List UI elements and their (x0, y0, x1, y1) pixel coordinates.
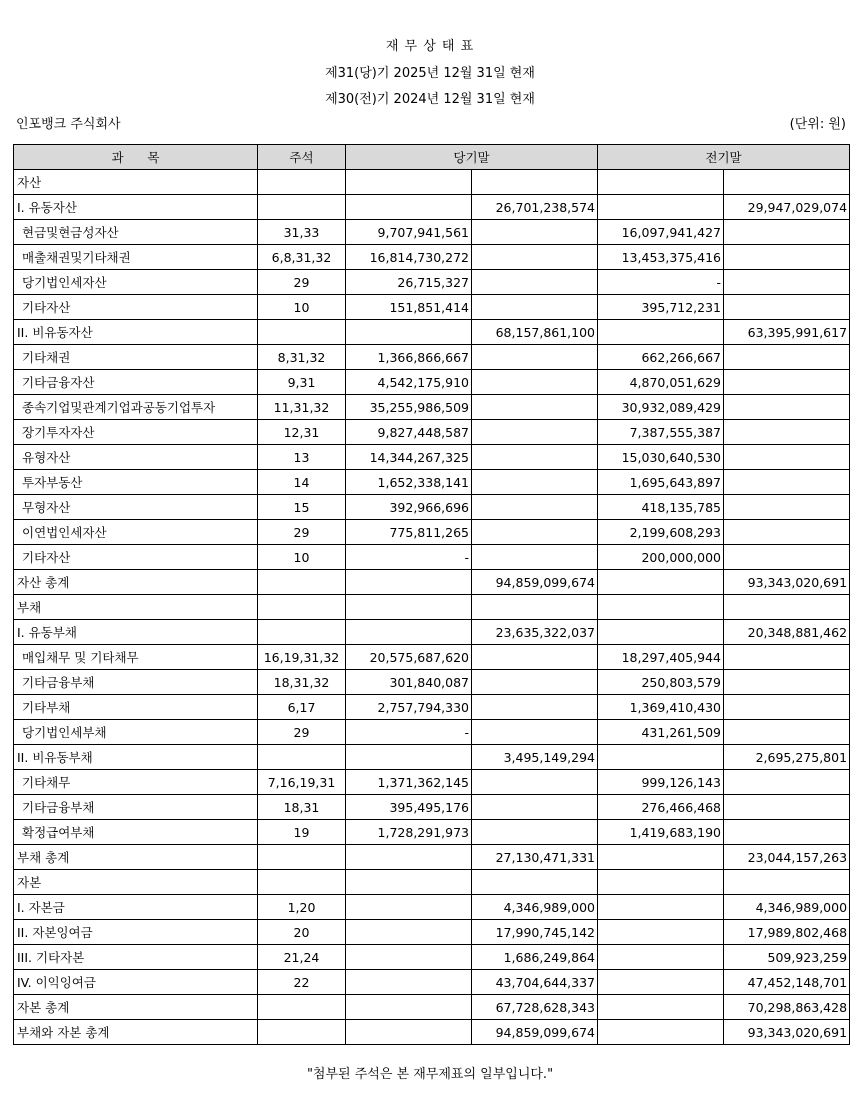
row-note-cell: 22 (258, 970, 346, 995)
row-current-total-cell: 3,495,149,294 (472, 745, 598, 770)
table-row (14, 245, 850, 270)
row-current-total-cell (472, 795, 598, 820)
row-note-cell: 14 (258, 470, 346, 495)
row-prior-total-cell (724, 470, 850, 495)
row-prior-total-cell (724, 495, 850, 520)
row-prior-detail-cell (598, 945, 724, 970)
table-row (14, 770, 850, 795)
row-prior-detail-cell: 1,695,643,897 (598, 470, 724, 495)
row-prior-total-cell (724, 545, 850, 570)
row-prior-total-cell (724, 595, 850, 620)
row-prior-total-cell (724, 870, 850, 895)
row-prior-detail-cell (598, 195, 724, 220)
row-note-cell: 11,31,32 (258, 395, 346, 420)
row-note-cell: 6,8,31,32 (258, 245, 346, 270)
table-row (14, 445, 850, 470)
row-current-total-cell: 1,686,249,864 (472, 945, 598, 970)
row-prior-detail-cell (598, 620, 724, 645)
table-row (14, 995, 850, 1020)
row-current-detail-cell: 151,851,414 (346, 295, 472, 320)
row-note-cell: 8,31,32 (258, 345, 346, 370)
table-row (14, 570, 850, 595)
row-note-cell: 29 (258, 270, 346, 295)
row-prior-total-cell (724, 345, 850, 370)
row-account-cell: 확정급여부채 (14, 820, 258, 845)
row-current-detail-cell: 1,652,338,141 (346, 470, 472, 495)
row-account-cell: 투자부동산 (14, 470, 258, 495)
row-prior-total-cell: 29,947,029,074 (724, 195, 850, 220)
row-prior-detail-cell: 999,126,143 (598, 770, 724, 795)
row-current-detail-cell (346, 745, 472, 770)
table-row (14, 670, 850, 695)
row-prior-total-cell (724, 770, 850, 795)
row-current-total-cell (472, 545, 598, 570)
table-row (14, 695, 850, 720)
row-account-cell: 유형자산 (14, 445, 258, 470)
period-current: 제31(당)기 2025년 12월 31일 현재 (325, 66, 535, 81)
row-account-cell: 무형자산 (14, 495, 258, 520)
row-note-cell (258, 1020, 346, 1045)
row-account-cell: 당기법인세부채 (14, 720, 258, 745)
row-current-detail-cell (346, 1020, 472, 1045)
row-prior-total-cell: 509,923,259 (724, 945, 850, 970)
row-prior-total-cell: 2,695,275,801 (724, 745, 850, 770)
row-account-cell: 기타금융자산 (14, 370, 258, 395)
row-current-total-cell (472, 670, 598, 695)
row-note-cell: 18,31 (258, 795, 346, 820)
table-row (14, 320, 850, 345)
row-account-cell: 매출채권및기타채권 (14, 245, 258, 270)
row-current-detail-cell (346, 970, 472, 995)
header-prior: 전기말 (598, 145, 850, 170)
row-prior-total-cell (724, 645, 850, 670)
row-prior-detail-cell (598, 1020, 724, 1045)
row-current-detail-cell (346, 320, 472, 345)
row-prior-total-cell (724, 370, 850, 395)
row-current-detail-cell (346, 620, 472, 645)
row-current-detail-cell: 14,344,267,325 (346, 445, 472, 470)
row-current-total-cell (472, 695, 598, 720)
row-prior-detail-cell: 1,369,410,430 (598, 695, 724, 720)
row-prior-total-cell (724, 245, 850, 270)
row-prior-detail-cell (598, 320, 724, 345)
row-current-total-cell (472, 395, 598, 420)
row-prior-detail-cell (598, 170, 724, 195)
table-row (14, 895, 850, 920)
row-note-cell: 15 (258, 495, 346, 520)
row-account-cell: 기타부채 (14, 695, 258, 720)
row-prior-detail-cell: 2,199,608,293 (598, 520, 724, 545)
table-row (14, 745, 850, 770)
row-account-cell: IV. 이익잉여금 (14, 970, 258, 995)
row-prior-detail-cell (598, 895, 724, 920)
row-note-cell: 1,20 (258, 895, 346, 920)
table-row (14, 845, 850, 870)
row-note-cell: 31,33 (258, 220, 346, 245)
table-row (14, 345, 850, 370)
table-row (14, 420, 850, 445)
row-note-cell (258, 745, 346, 770)
row-current-total-cell: 23,635,322,037 (472, 620, 598, 645)
row-prior-detail-cell: 662,266,667 (598, 345, 724, 370)
statement-title: 재 무 상 태 표 (385, 39, 475, 54)
table-row (14, 195, 850, 220)
row-account-cell: I. 유동자산 (14, 195, 258, 220)
row-account-cell: 자산 (14, 170, 258, 195)
row-current-detail-cell: 301,840,087 (346, 670, 472, 695)
table-row (14, 620, 850, 645)
row-note-cell (258, 170, 346, 195)
row-prior-detail-cell (598, 595, 724, 620)
row-prior-detail-cell: 18,297,405,944 (598, 645, 724, 670)
row-prior-detail-cell (598, 995, 724, 1020)
row-prior-detail-cell: 200,000,000 (598, 545, 724, 570)
row-current-detail-cell: 16,814,730,272 (346, 245, 472, 270)
row-current-detail-cell (346, 170, 472, 195)
row-note-cell: 12,31 (258, 420, 346, 445)
row-note-cell (258, 595, 346, 620)
table-row (14, 395, 850, 420)
row-prior-total-cell (724, 795, 850, 820)
row-prior-total-cell (724, 720, 850, 745)
table-row (14, 220, 850, 245)
header-account: 과 목 (14, 145, 258, 170)
table-row (14, 595, 850, 620)
row-prior-total-cell (724, 220, 850, 245)
row-note-cell: 9,31 (258, 370, 346, 395)
row-current-detail-cell (346, 845, 472, 870)
row-note-cell: 13 (258, 445, 346, 470)
row-current-detail-cell: 9,707,941,561 (346, 220, 472, 245)
row-current-total-cell (472, 220, 598, 245)
row-prior-total-cell: 20,348,881,462 (724, 620, 850, 645)
table-row (14, 495, 850, 520)
row-current-detail-cell (346, 945, 472, 970)
row-prior-detail-cell: 418,135,785 (598, 495, 724, 520)
table-row (14, 545, 850, 570)
row-current-total-cell: 43,704,644,337 (472, 970, 598, 995)
row-prior-detail-cell (598, 970, 724, 995)
row-current-detail-cell: 26,715,327 (346, 270, 472, 295)
row-current-total-cell (472, 470, 598, 495)
row-account-cell: 매입채무 및 기타채무 (14, 645, 258, 670)
row-current-detail-cell: 1,371,362,145 (346, 770, 472, 795)
row-note-cell (258, 620, 346, 645)
row-current-detail-cell: - (346, 545, 472, 570)
row-current-total-cell: 26,701,238,574 (472, 195, 598, 220)
row-account-cell: 당기법인세자산 (14, 270, 258, 295)
table-row (14, 645, 850, 670)
row-note-cell: 21,24 (258, 945, 346, 970)
row-current-total-cell (472, 245, 598, 270)
row-prior-total-cell: 70,298,863,428 (724, 995, 850, 1020)
table-row (14, 970, 850, 995)
row-prior-detail-cell: 1,419,683,190 (598, 820, 724, 845)
table-row (14, 795, 850, 820)
row-current-detail-cell: 1,366,866,667 (346, 345, 472, 370)
table-row (14, 370, 850, 395)
row-note-cell (258, 320, 346, 345)
row-account-cell: II. 비유동자산 (14, 320, 258, 345)
row-prior-detail-cell: 395,712,231 (598, 295, 724, 320)
row-current-detail-cell (346, 195, 472, 220)
row-account-cell: 이연법인세자산 (14, 520, 258, 545)
table-row (14, 870, 850, 895)
row-account-cell: 기타금융부채 (14, 795, 258, 820)
row-note-cell: 7,16,19,31 (258, 770, 346, 795)
row-note-cell: 20 (258, 920, 346, 945)
row-note-cell (258, 870, 346, 895)
row-note-cell: 29 (258, 720, 346, 745)
row-prior-total-cell (724, 270, 850, 295)
row-note-cell: 19 (258, 820, 346, 845)
row-current-total-cell (472, 370, 598, 395)
row-prior-total-cell: 93,343,020,691 (724, 570, 850, 595)
row-current-total-cell (472, 720, 598, 745)
row-current-detail-cell: 2,757,794,330 (346, 695, 472, 720)
row-prior-detail-cell: 250,803,579 (598, 670, 724, 695)
row-current-detail-cell: - (346, 720, 472, 745)
financial-position-table (13, 144, 850, 1045)
row-current-total-cell: 67,728,628,343 (472, 995, 598, 1020)
table-row (14, 720, 850, 745)
row-current-total-cell: 27,130,471,331 (472, 845, 598, 870)
row-prior-detail-cell: 431,261,509 (598, 720, 724, 745)
row-current-detail-cell: 9,827,448,587 (346, 420, 472, 445)
row-note-cell (258, 995, 346, 1020)
row-current-total-cell: 94,859,099,674 (472, 570, 598, 595)
row-current-total-cell: 17,990,745,142 (472, 920, 598, 945)
row-current-total-cell (472, 820, 598, 845)
row-note-cell: 6,17 (258, 695, 346, 720)
row-note-cell: 16,19,31,32 (258, 645, 346, 670)
row-current-total-cell (472, 770, 598, 795)
row-current-total-cell (472, 420, 598, 445)
row-prior-total-cell (724, 670, 850, 695)
row-prior-total-cell: 4,346,989,000 (724, 895, 850, 920)
row-note-cell: 10 (258, 545, 346, 570)
row-current-total-cell: 68,157,861,100 (472, 320, 598, 345)
row-prior-total-cell (724, 445, 850, 470)
row-account-cell: 부채와 자본 총계 (14, 1020, 258, 1045)
row-current-total-cell (472, 345, 598, 370)
table-row (14, 945, 850, 970)
row-current-detail-cell: 35,255,986,509 (346, 395, 472, 420)
header-note: 주석 (258, 145, 346, 170)
table-row (14, 470, 850, 495)
header-current: 당기말 (346, 145, 598, 170)
row-prior-detail-cell (598, 570, 724, 595)
row-prior-total-cell (724, 295, 850, 320)
row-note-cell (258, 845, 346, 870)
row-account-cell: 기타금융부채 (14, 670, 258, 695)
row-prior-detail-cell (598, 920, 724, 945)
row-current-detail-cell (346, 870, 472, 895)
row-current-detail-cell (346, 570, 472, 595)
table-row (14, 295, 850, 320)
row-prior-total-cell (724, 170, 850, 195)
row-current-total-cell: 4,346,989,000 (472, 895, 598, 920)
row-prior-detail-cell: 4,870,051,629 (598, 370, 724, 395)
row-prior-detail-cell (598, 845, 724, 870)
row-account-cell: 자본 총계 (14, 995, 258, 1020)
row-current-detail-cell: 20,575,687,620 (346, 645, 472, 670)
row-account-cell: III. 기타자본 (14, 945, 258, 970)
row-prior-detail-cell: 16,097,941,427 (598, 220, 724, 245)
period-prior: 제30(전)기 2024년 12월 31일 현재 (325, 92, 535, 107)
table-row (14, 520, 850, 545)
company-name: 인포뱅크 주식회사 (16, 117, 121, 132)
row-prior-total-cell (724, 695, 850, 720)
row-note-cell: 10 (258, 295, 346, 320)
row-prior-detail-cell: - (598, 270, 724, 295)
row-account-cell: 부채 (14, 595, 258, 620)
row-current-detail-cell (346, 995, 472, 1020)
row-current-detail-cell: 775,811,265 (346, 520, 472, 545)
row-current-total-cell (472, 170, 598, 195)
row-account-cell: 기타자산 (14, 295, 258, 320)
row-current-total-cell (472, 870, 598, 895)
row-account-cell: 종속기업및관계기업과공동기업투자 (14, 395, 258, 420)
row-prior-total-cell (724, 820, 850, 845)
row-current-total-cell (472, 270, 598, 295)
footer-note: "첨부된 주석은 본 재무제표의 일부입니다." (306, 1067, 554, 1082)
row-current-detail-cell (346, 920, 472, 945)
row-prior-total-cell (724, 420, 850, 445)
row-account-cell: 기타채권 (14, 345, 258, 370)
row-account-cell: II. 비유동부채 (14, 745, 258, 770)
row-prior-total-cell: 17,989,802,468 (724, 920, 850, 945)
row-prior-total-cell (724, 520, 850, 545)
row-account-cell: I. 자본금 (14, 895, 258, 920)
row-prior-detail-cell (598, 870, 724, 895)
row-current-total-cell (472, 445, 598, 470)
table-row (14, 1020, 850, 1045)
row-account-cell: 부채 총계 (14, 845, 258, 870)
row-prior-total-cell: 23,044,157,263 (724, 845, 850, 870)
row-account-cell: I. 유동부채 (14, 620, 258, 645)
row-account-cell: 장기투자자산 (14, 420, 258, 445)
row-current-total-cell (472, 295, 598, 320)
row-account-cell: 현금및현금성자산 (14, 220, 258, 245)
row-current-total-cell (472, 495, 598, 520)
row-account-cell: II. 자본잉여금 (14, 920, 258, 945)
row-note-cell (258, 570, 346, 595)
row-account-cell: 자산 총계 (14, 570, 258, 595)
row-current-detail-cell (346, 595, 472, 620)
row-current-detail-cell (346, 895, 472, 920)
row-prior-total-cell: 63,395,991,617 (724, 320, 850, 345)
row-prior-detail-cell (598, 745, 724, 770)
row-current-total-cell (472, 520, 598, 545)
row-current-total-cell (472, 645, 598, 670)
table-row (14, 270, 850, 295)
row-prior-total-cell (724, 395, 850, 420)
row-prior-detail-cell: 30,932,089,429 (598, 395, 724, 420)
table-header-row (14, 145, 850, 170)
row-current-detail-cell: 392,966,696 (346, 495, 472, 520)
row-prior-detail-cell: 13,453,375,416 (598, 245, 724, 270)
row-current-total-cell (472, 595, 598, 620)
unit-label: (단위: 원) (789, 117, 846, 132)
row-note-cell (258, 195, 346, 220)
table-row (14, 170, 850, 195)
row-prior-total-cell: 47,452,148,701 (724, 970, 850, 995)
row-prior-detail-cell: 15,030,640,530 (598, 445, 724, 470)
row-prior-total-cell: 93,343,020,691 (724, 1020, 850, 1045)
row-current-detail-cell: 395,495,176 (346, 795, 472, 820)
row-note-cell: 18,31,32 (258, 670, 346, 695)
row-account-cell: 기타채무 (14, 770, 258, 795)
table-row (14, 820, 850, 845)
row-account-cell: 자본 (14, 870, 258, 895)
row-current-detail-cell: 4,542,175,910 (346, 370, 472, 395)
row-note-cell: 29 (258, 520, 346, 545)
row-account-cell: 기타자산 (14, 545, 258, 570)
table-row (14, 920, 850, 945)
row-prior-detail-cell: 7,387,555,387 (598, 420, 724, 445)
table-body (14, 170, 850, 1045)
row-prior-detail-cell: 276,466,468 (598, 795, 724, 820)
row-current-total-cell: 94,859,099,674 (472, 1020, 598, 1045)
row-current-detail-cell: 1,728,291,973 (346, 820, 472, 845)
